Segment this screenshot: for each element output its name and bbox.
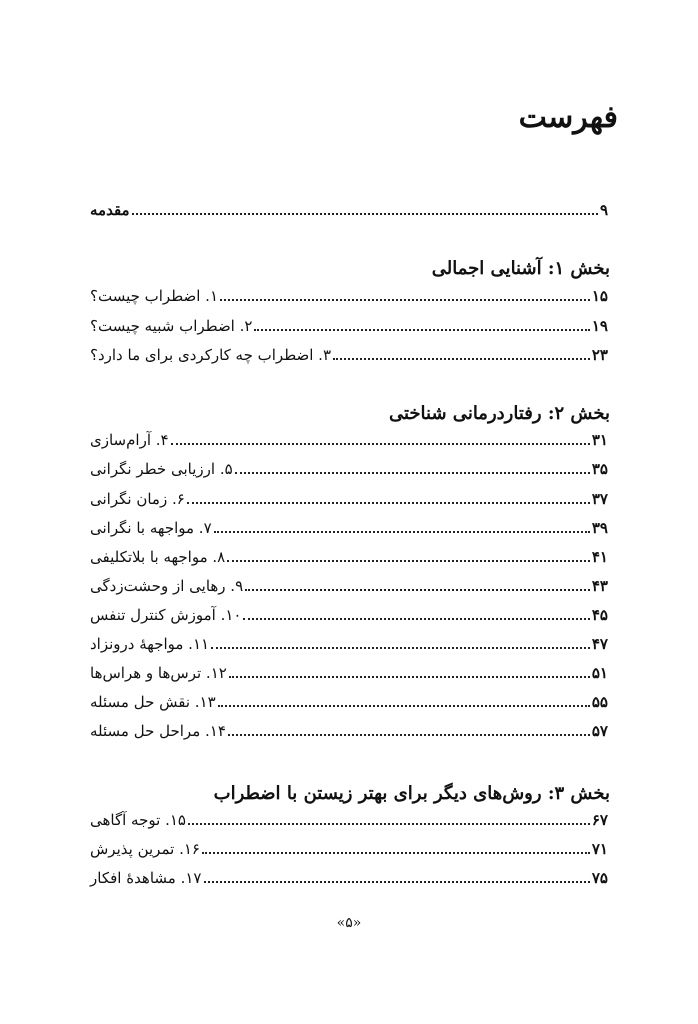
dot-leader [202,852,590,854]
dot-leader [218,705,590,707]
toc-entry[interactable] [88,806,610,830]
toc-entry-page: ۴۷ [591,635,608,653]
toc-entry-page: ۱۵ [591,287,608,305]
toc-entry-page: ۳۵ [591,460,608,478]
toc-entry[interactable] [88,514,610,538]
toc-entry-page: ۳۹ [591,519,608,537]
toc-entry-label: ۱۳. نقش حل مسئله [90,693,216,711]
toc-entry-label: ۸. مواجهه با بلاتکلیفی [90,548,226,566]
toc-entry-page: ۵۷ [591,722,608,740]
page-title: فهرست [518,100,618,135]
toc-entry-page: ۴۵ [591,606,608,624]
toc-entry[interactable] [88,282,610,306]
toc-entry[interactable] [88,543,610,567]
toc-entry-page: ۴۱ [591,548,608,566]
dot-leader [227,560,590,562]
section-heading-1: بخش ۱: آشنایی اجمالی [431,258,610,279]
dot-leader [188,823,590,825]
toc-entry-label: ۱۴. مراحل حل مسئله [90,722,226,740]
toc-entry-label: ۱۲. ترس‌ها و هراس‌ها [90,664,227,682]
toc-entry[interactable] [88,630,610,654]
toc-entry-label: ۱۵. توجه آگاهی [90,811,186,829]
toc-entry-page: ۹ [599,201,608,219]
toc-entry-page: ۳۷ [591,490,608,508]
toc-entry[interactable] [88,426,610,450]
section-heading-3: بخش ۳: روش‌های دیگر برای بهتر زیستن با اضطراب [213,783,610,804]
toc-entry[interactable] [88,659,610,683]
dot-leader [235,472,590,474]
toc-entry[interactable] [88,717,610,741]
toc-entry-label: ۵. ارزیابی خطر نگرانی [90,460,233,478]
toc-entry-page: ۵۱ [591,664,608,682]
dot-leader [132,213,598,215]
toc-entry-label: ۲. اضطراب شبیه چیست؟ [90,317,253,335]
toc-entry-page: ۵۵ [591,693,608,711]
toc-entry-page: ۳۱ [591,431,608,449]
toc-entry-label: ۱۷. مشاهدۀ افکار [90,869,202,887]
toc-entry[interactable] [88,312,610,336]
toc-entry-label: ۷. مواجهه با نگرانی [90,519,212,537]
toc-entry-label: ۹. رهایی از وحشت‌زدگی [90,577,244,595]
dot-leader [228,734,590,736]
toc-entry[interactable] [88,688,610,712]
dot-leader [333,358,590,360]
toc-entry-label: ۴. آرام‌سازی [90,431,169,449]
toc-entry-label: ۶. زمان نگرانی [90,490,185,508]
section-heading-2: بخش ۲: رفتاردرمانی شناختی [388,403,610,424]
toc-entry[interactable] [88,341,610,365]
dot-leader [243,618,589,620]
toc-entry[interactable] [88,601,610,625]
dot-leader [204,881,590,883]
toc-entry[interactable] [88,864,610,888]
toc-entry-label: ۱۶. تمرین پذیرش [90,840,200,858]
toc-entry-page: ۴۳ [591,577,608,595]
dot-leader [214,531,590,533]
toc-entry[interactable] [88,485,610,509]
dot-leader [211,647,590,649]
toc-entry-page: ۱۹ [591,317,608,335]
dot-leader [254,329,589,331]
dot-leader [229,676,590,678]
toc-entry-label: ۱۰. آموزش کنترل تنفس [90,606,242,624]
toc-entry-label: ۱۱. مواجهۀ درونزاد [90,635,210,653]
toc-entry-page: ۷۱ [591,840,608,858]
toc-entry-page: ۷۵ [591,869,608,887]
toc-entry[interactable] [88,835,610,859]
dot-leader [220,299,590,301]
toc-entry-page: ۲۳ [591,346,608,364]
toc-entry-intro[interactable] [88,196,610,220]
dot-leader [171,443,590,445]
toc-entry[interactable] [88,572,610,596]
dot-leader [187,502,590,504]
dot-leader [245,589,590,591]
toc-entry-label: ۳. اضطراب چه کارکردی برای ما دارد؟ [90,346,332,364]
page-number-footer: «۵» [336,915,362,931]
toc-entry-label: مقدمه [90,201,130,219]
toc-entry-page: ۶۷ [591,811,608,829]
toc-entry[interactable] [88,455,610,479]
toc-entry-label: ۱. اضطراب چیست؟ [90,287,219,305]
